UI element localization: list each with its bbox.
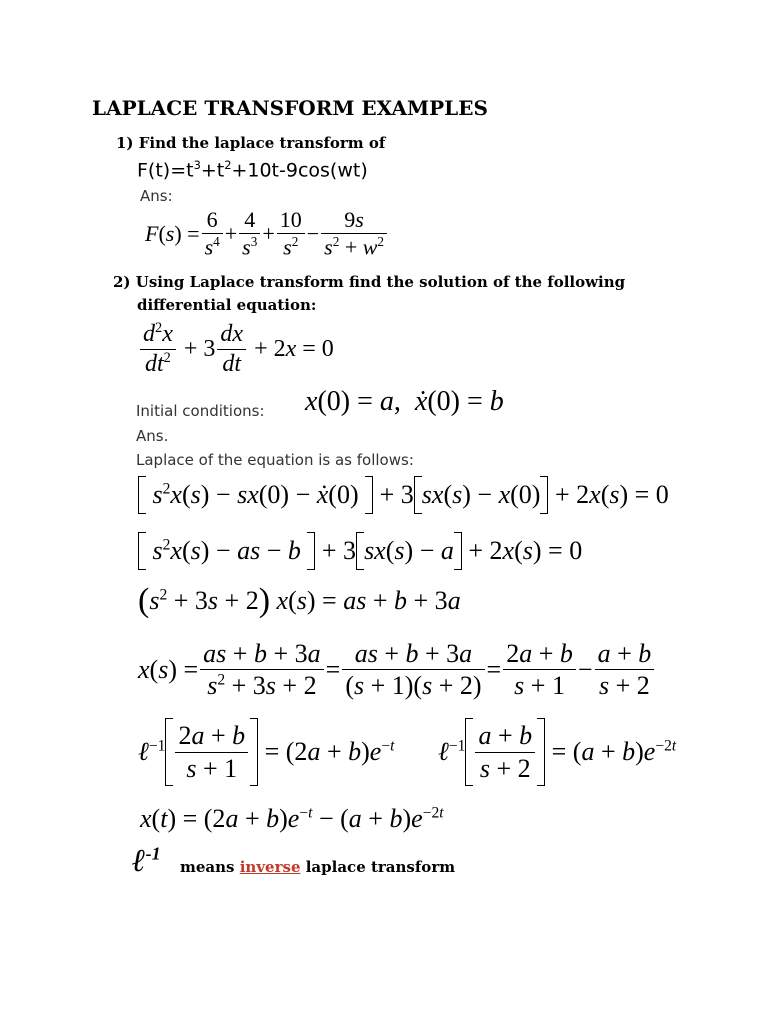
laplace-intro: Laplace of the equation is as follows: <box>136 451 414 469</box>
note-highlight: inverse <box>239 858 301 876</box>
note-post: laplace transform <box>305 858 456 876</box>
initial-conditions: x(0) = a, ẋ(0) = b <box>305 386 504 417</box>
note-pre: means <box>180 858 235 876</box>
q1-result-equation: F(s) = $\frac{6}{s^4}$ + $\frac{4}{s^3}$ + $\frac{10}{s^2}$ − $\frac{9s}{s^2 + w^2}$ <box>145 207 389 261</box>
step3-equation: ( $s^2 + 3s + 2$ ) x(s) = as + b + 3a <box>138 582 461 619</box>
step4-equation: x(s) = $\frac{as + b + 3a}{s^2 + 3s + 2}$ = $\frac{as + b + 3a}{(s + 1)(s + 2)}$ = $\frac{2a + b}{s + 1}$ − $\frac{a + b}{s + 2}$ <box>138 638 656 701</box>
step2-equation: $s^2x(s)$ − as − b + 3 sx(s) − a + 2x(s) = 0 <box>138 532 582 570</box>
q1-ans-label: Ans: <box>140 187 173 205</box>
q1-function: $F(t)=t^3+t^2+10t-9\cos(wt)$ <box>137 158 368 182</box>
q2-differential-equation: $\frac{d^2x}{dt^2}$ + 3 $\frac{dx}{dt}$ + 2x = 0 <box>138 320 334 379</box>
note-line <box>180 858 455 876</box>
step1-equation: $s^2x(s) - sx(0)$ − ẋ(0) + 3 sx(s) − x(0) + 2x(s) = 0 <box>138 476 669 514</box>
q2-ans-label: Ans. <box>136 427 169 445</box>
page-title: LAPLACE TRANSFORM EXAMPLES <box>92 96 488 120</box>
inverse-laplace-symbol: ℓ$^{-1}$ <box>132 842 161 878</box>
final-solution: $x(t) = (2a + b)e^{-t} - (a + b)e^{-2t}$ <box>140 804 444 833</box>
q2-prompt-line2: differential equation: <box>137 296 317 314</box>
step5a-equation: ℓ$^{-1}$ $\frac{2a + b}{s + 1}$ = $(2a + b)e^{-t}$ <box>138 718 394 786</box>
q1-prompt: 1) Find the laplace transform of <box>116 134 386 152</box>
initial-conditions-label: Initial conditions: <box>136 402 265 420</box>
q2-prompt-line1: 2) Using Laplace transform find the solution of the following <box>113 273 626 291</box>
step5b-equation: ℓ$^{-1}$ $\frac{a + b}{s + 2}$ = $(a + b)e^{-2t}$ <box>438 718 676 786</box>
